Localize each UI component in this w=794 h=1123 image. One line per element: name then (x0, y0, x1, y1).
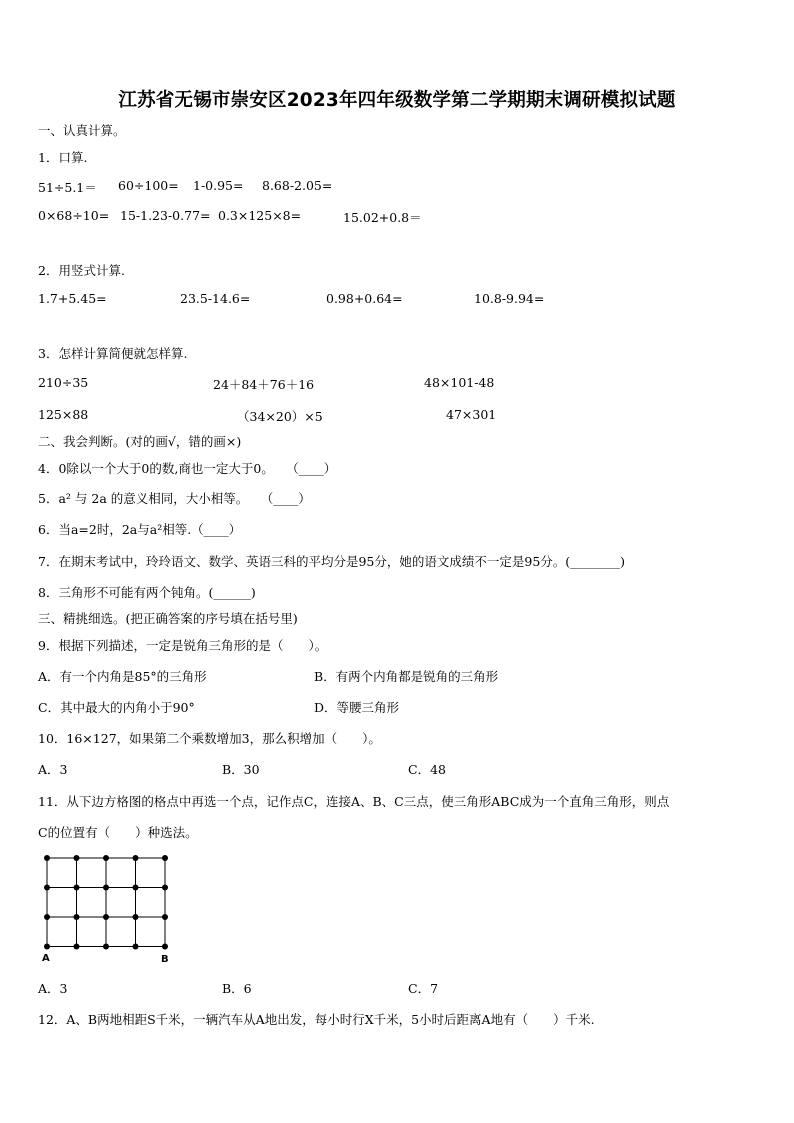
grid-dot (44, 914, 50, 920)
grid-dot (162, 885, 168, 891)
q11-option-a: A．3 (38, 981, 68, 996)
q3-item: 125×88 (38, 407, 89, 422)
grid-dot (133, 885, 139, 891)
q1-item: 51÷5.1＝ (38, 180, 97, 195)
grid-dot (133, 914, 139, 920)
q9-option-c: C．其中最大的内角小于90° (38, 700, 195, 715)
grid-dot (74, 855, 80, 861)
q9-option-b: B．有两个内角都是锐角的三角形 (314, 669, 499, 684)
q10-option-c: C．48 (408, 762, 446, 777)
q9-option-d: D．等腰三角形 (314, 700, 400, 715)
q7-text: 7．在期末考试中，玲玲语文、数学、英语三科的平均分是95分，她的语文成绩不一定是95分。(________) (38, 554, 626, 569)
grid-dot (162, 855, 168, 861)
q1-item: 0×68÷10= (38, 208, 110, 223)
grid-dot (44, 885, 50, 891)
q2-item: 0.98+0.64= (326, 291, 403, 306)
q3-item: （34×20）×5 (237, 409, 323, 424)
q11-stem-line1: 11．从下边方格图的格点中再选一个点，记作点C，连接A、B、C三点，使三角形ABC成为一个直角三角形，则点 (38, 794, 670, 809)
q12-text: 12．A、B两地相距S千米，一辆汽车从A地出发，每小时行X千米，5小时后距离A地有（ ）千米. (38, 1012, 595, 1027)
q6-text: 6．当a=2时，2a与a²相等.（____） (38, 522, 242, 537)
q2-item: 23.5-14.6= (180, 291, 251, 306)
q1-item: 15-1.23-0.77= (120, 208, 211, 223)
q3-item: 48×101-48 (424, 375, 495, 390)
point-b-label: B (161, 954, 169, 965)
grid-dot (44, 855, 50, 861)
grid-dot (74, 885, 80, 891)
q5-text: 5．a² 与 2a 的意义相同，大小相等。 （____） (38, 491, 311, 506)
grid-dot (103, 855, 109, 861)
q10-stem: 10．16×127，如果第二个乘数增加3，那么积增加（ ）。 (38, 731, 381, 746)
q1-item: 15.02+0.8＝ (343, 210, 422, 225)
q3-item: 24＋84＋76＋16 (213, 377, 315, 392)
q3-item: 210÷35 (38, 375, 89, 390)
q9-stem: 9．根据下列描述，一定是锐角三角形的是（ ）。 (38, 638, 328, 653)
q2-item: 10.8-9.94= (474, 291, 545, 306)
grid-dot (133, 855, 139, 861)
q1-stem: 1．口算. (38, 150, 88, 165)
q4-text: 4．0除以一个大于0的数,商也一定大于0。 （____） (38, 461, 337, 476)
section-2-heading: 二、我会判断。(对的画√，错的画×) (38, 434, 242, 449)
q10-option-b: B．30 (222, 762, 260, 777)
grid-dot (103, 944, 109, 950)
grid-dot (103, 885, 109, 891)
q3-stem: 3．怎样计算简便就怎样算. (38, 346, 188, 361)
section-1-heading: 一、认真计算。 (38, 123, 126, 138)
grid-dot (133, 944, 139, 950)
q2-item: 1.7+5.45= (38, 291, 107, 306)
q11-option-c: C．7 (408, 981, 439, 996)
q9-option-a: A．有一个内角是85°的三角形 (38, 669, 207, 684)
q1-item: 0.3×125×8= (218, 208, 302, 223)
point-a-label: A (42, 953, 50, 964)
section-3-heading: 三、精挑细选。(把正确答案的序号填在括号里) (38, 611, 298, 626)
grid-lines (47, 858, 165, 947)
q1-item: 60÷100= (118, 178, 179, 193)
dot-grid-figure (36, 850, 186, 965)
page-title: 江苏省无锡市崇安区2023年四年级数学第二学期期末调研模拟试题 (118, 90, 676, 111)
grid-dot (162, 944, 168, 950)
q1-item: 8.68-2.05= (262, 178, 333, 193)
grid-dot (74, 944, 80, 950)
grid-dot (74, 914, 80, 920)
grid-dot (103, 914, 109, 920)
q11-stem-line2: C的位置有（ ）种选法。 (38, 825, 198, 840)
q1-item: 1-0.95= (193, 178, 244, 193)
q11-option-b: B．6 (222, 981, 252, 996)
q3-item: 47×301 (446, 407, 497, 422)
grid-dot (162, 914, 168, 920)
q8-text: 8．三角形不可能有两个钝角。(______) (38, 585, 256, 600)
grid-dot (44, 944, 50, 950)
q10-option-a: A．3 (38, 762, 68, 777)
q2-stem: 2．用竖式计算. (38, 263, 125, 278)
